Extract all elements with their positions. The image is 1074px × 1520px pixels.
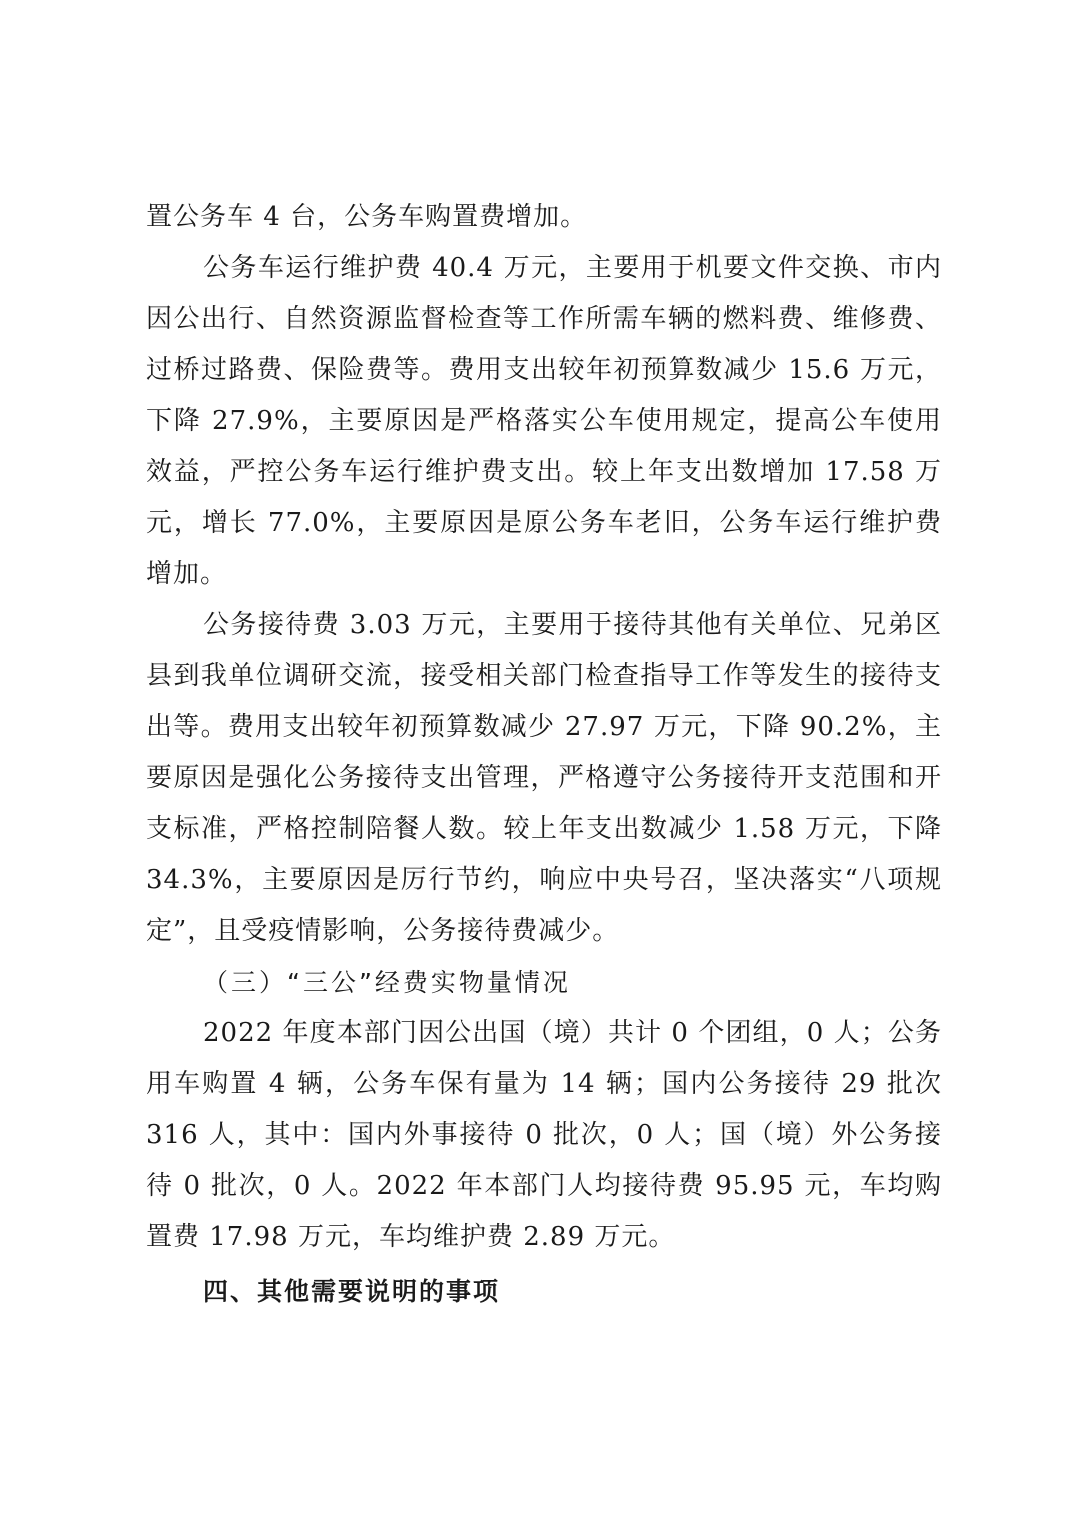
continued-paragraph: 置公务车 4 台，公务车购置费增加。 — [146, 202, 588, 232]
document-body — [146, 192, 942, 1317]
reception-expense-paragraph: 公务接待费 3.03 万元，主要用于接待其他有关单位、兄弟区县到我单位调研交流，接受相关部门检查指导工作等发生的接待支出等。费用支出较年初预算数减少 27.97 万元，下降 90.2%，主要原因是强化公务接待支出管理，严格遵守公务接待开支范围和开支标准，严格控制陪餐人数。较上年支出数减少 1.58 万元，下降 34.3%，主要原因是厉行节约，响应中央号召，坚决落实“八项规定”，且受疫情影响，公务接待费减少。 — [146, 610, 942, 946]
vehicle-maintenance-paragraph: 公务车运行维护费 40.4 万元，主要用于机要文件交换、市内因公出行、自然资源监督检查等工作所需车辆的燃料费、维修费、过桥过路费、保险费等。费用支出较年初预算数减少 15.6 万元，下降 27.9%，主要原因是严格落实公车使用规定，提高公车使用效益，严控公务车运行维护费支出。较上年支出数增加 17.58 万元，增长 77.0%，主要原因是原公务车老旧，公务车运行维护费增加。 — [146, 253, 942, 589]
physical-quantity-paragraph: 2022 年度本部门因公出国（境）共计 0 个团组，0 人；公务用车购置 4 辆，公务车保有量为 14 辆；国内公务接待 29 批次 316 人，其中：国内外事接待 0 批次，0 人；国（境）外公务接待 0 批次，0 人。2022 年本部门人均接待费 95.95 元，车均购置费 17.98 万元，车均维护费 2.89 万元。 — [146, 1018, 942, 1252]
subsection-heading: （三）“三公”经费实物量情况 — [203, 968, 571, 997]
section-heading: 四、其他需要说明的事项 — [203, 1277, 501, 1306]
